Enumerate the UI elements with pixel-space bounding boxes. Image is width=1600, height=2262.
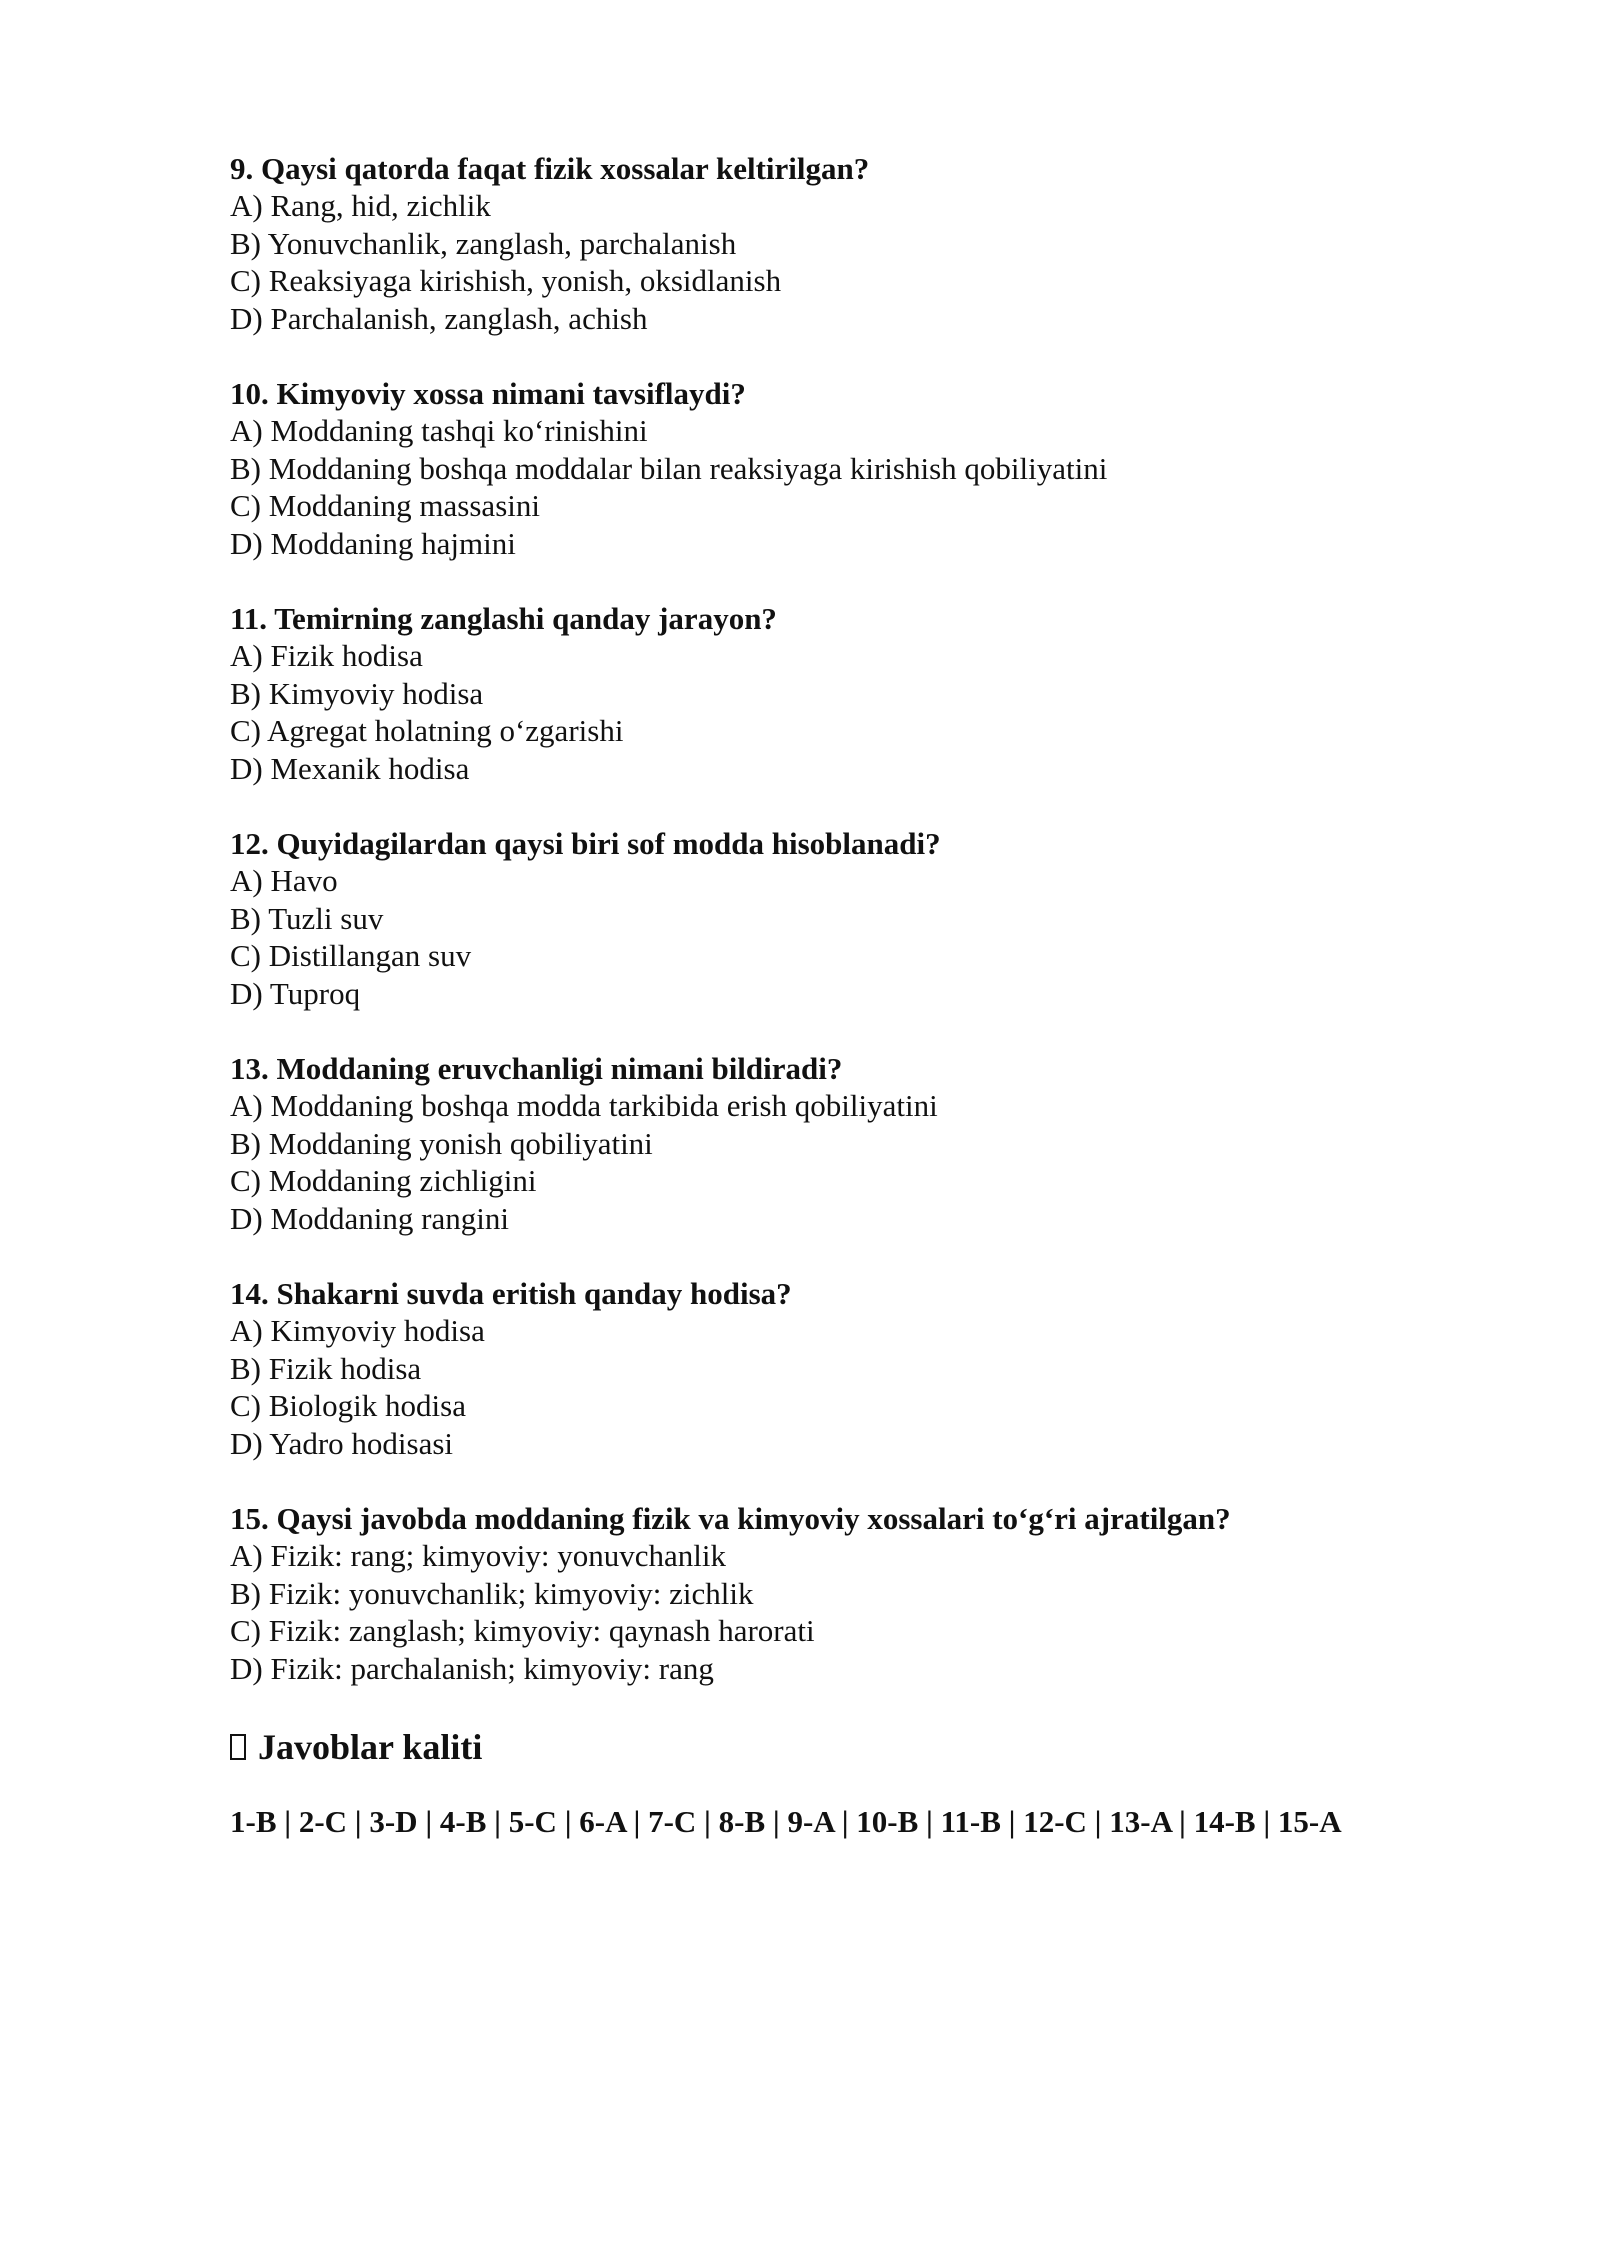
question-title: 10. Kimyoviy xossa nimani tavsiflaydi?: [230, 376, 746, 411]
option-c: C) Moddaning massasini: [230, 488, 540, 523]
option-b: B) Fizik hodisa: [230, 1350, 422, 1386]
question-title: 11. Temirning zanglashi qanday jarayon?: [230, 601, 777, 636]
option-d: D) Parchalanish, zanglash, achish: [230, 300, 648, 336]
question-14: [230, 1275, 1490, 1462]
document-page: [230, 150, 1490, 1840]
options-list: [230, 637, 1490, 787]
question-13: [230, 1050, 1490, 1237]
options-list: [230, 1312, 1490, 1462]
question-title: 15. Qaysi javobda moddaning fizik va kimyoviy xossalari to‘g‘ri ajratilgan?: [230, 1501, 1231, 1536]
option-b: B) Moddaning boshqa moddalar bilan reaksiyaga kirishish qobiliyatini: [230, 450, 1108, 486]
option-d: D) Mexanik hodisa: [230, 750, 470, 786]
option-c: C) Biologik hodisa: [230, 1388, 466, 1423]
option-c: C) Agregat holatning o‘zgarishi: [230, 713, 624, 748]
option-c: C) Moddaning zichligini: [230, 1163, 537, 1198]
option-d: D) Moddaning rangini: [230, 1200, 509, 1236]
missing-glyph-icon: [230, 1734, 246, 1760]
question-11: [230, 600, 1490, 787]
answer-key-title: Javoblar kaliti: [258, 1727, 483, 1767]
option-a: A) Rang, hid, zichlik: [230, 188, 491, 223]
option-c: C) Distillangan suv: [230, 938, 472, 973]
options-list: [230, 862, 1490, 1012]
answer-key-list: 1-B | 2-C | 3-D | 4-B | 5-C | 6-A | 7-C | 8-B | 9-A | 10-B | 11-B | 12-C | 13-A | 14-B | 15-A: [230, 1804, 1342, 1839]
option-b: B) Fizik: yonuvchanlik; kimyoviy: zichlik: [230, 1575, 754, 1611]
option-a: A) Moddaning boshqa modda tarkibida erish qobiliyatini: [230, 1088, 938, 1123]
question-title: 14. Shakarni suvda eritish qanday hodisa?: [230, 1276, 792, 1311]
question-10: [230, 375, 1490, 562]
options-list: [230, 412, 1490, 562]
option-d: D) Tuproq: [230, 975, 361, 1011]
question-9: [230, 150, 1490, 337]
options-list: [230, 187, 1490, 337]
question-15: [230, 1500, 1490, 1687]
question-title: 13. Moddaning eruvchanligi nimani bildiradi?: [230, 1051, 843, 1086]
option-a: A) Kimyoviy hodisa: [230, 1313, 485, 1348]
question-12: [230, 825, 1490, 1012]
option-b: B) Yonuvchanlik, zanglash, parchalanish: [230, 225, 737, 261]
answer-key-heading: [230, 1725, 1490, 1769]
option-a: A) Fizik: rang; kimyoviy: yonuvchanlik: [230, 1538, 726, 1573]
options-list: [230, 1537, 1490, 1687]
option-c: C) Reaksiyaga kirishish, yonish, oksidlanish: [230, 263, 782, 298]
option-a: A) Havo: [230, 863, 338, 898]
option-a: A) Moddaning tashqi ko‘rinishini: [230, 413, 648, 448]
option-b: B) Kimyoviy hodisa: [230, 675, 484, 711]
option-a: A) Fizik hodisa: [230, 638, 423, 673]
option-c: C) Fizik: zanglash; kimyoviy: qaynash harorati: [230, 1613, 815, 1648]
option-b: B) Moddaning yonish qobiliyatini: [230, 1125, 653, 1161]
question-title: 9. Qaysi qatorda faqat fizik xossalar keltirilgan?: [230, 151, 870, 186]
options-list: [230, 1087, 1490, 1237]
question-title: 12. Quyidagilardan qaysi biri sof modda hisoblanadi?: [230, 826, 941, 861]
option-d: D) Fizik: parchalanish; kimyoviy: rang: [230, 1650, 714, 1686]
option-b: B) Tuzli suv: [230, 900, 384, 936]
option-d: D) Yadro hodisasi: [230, 1425, 454, 1461]
option-d: D) Moddaning hajmini: [230, 525, 516, 561]
